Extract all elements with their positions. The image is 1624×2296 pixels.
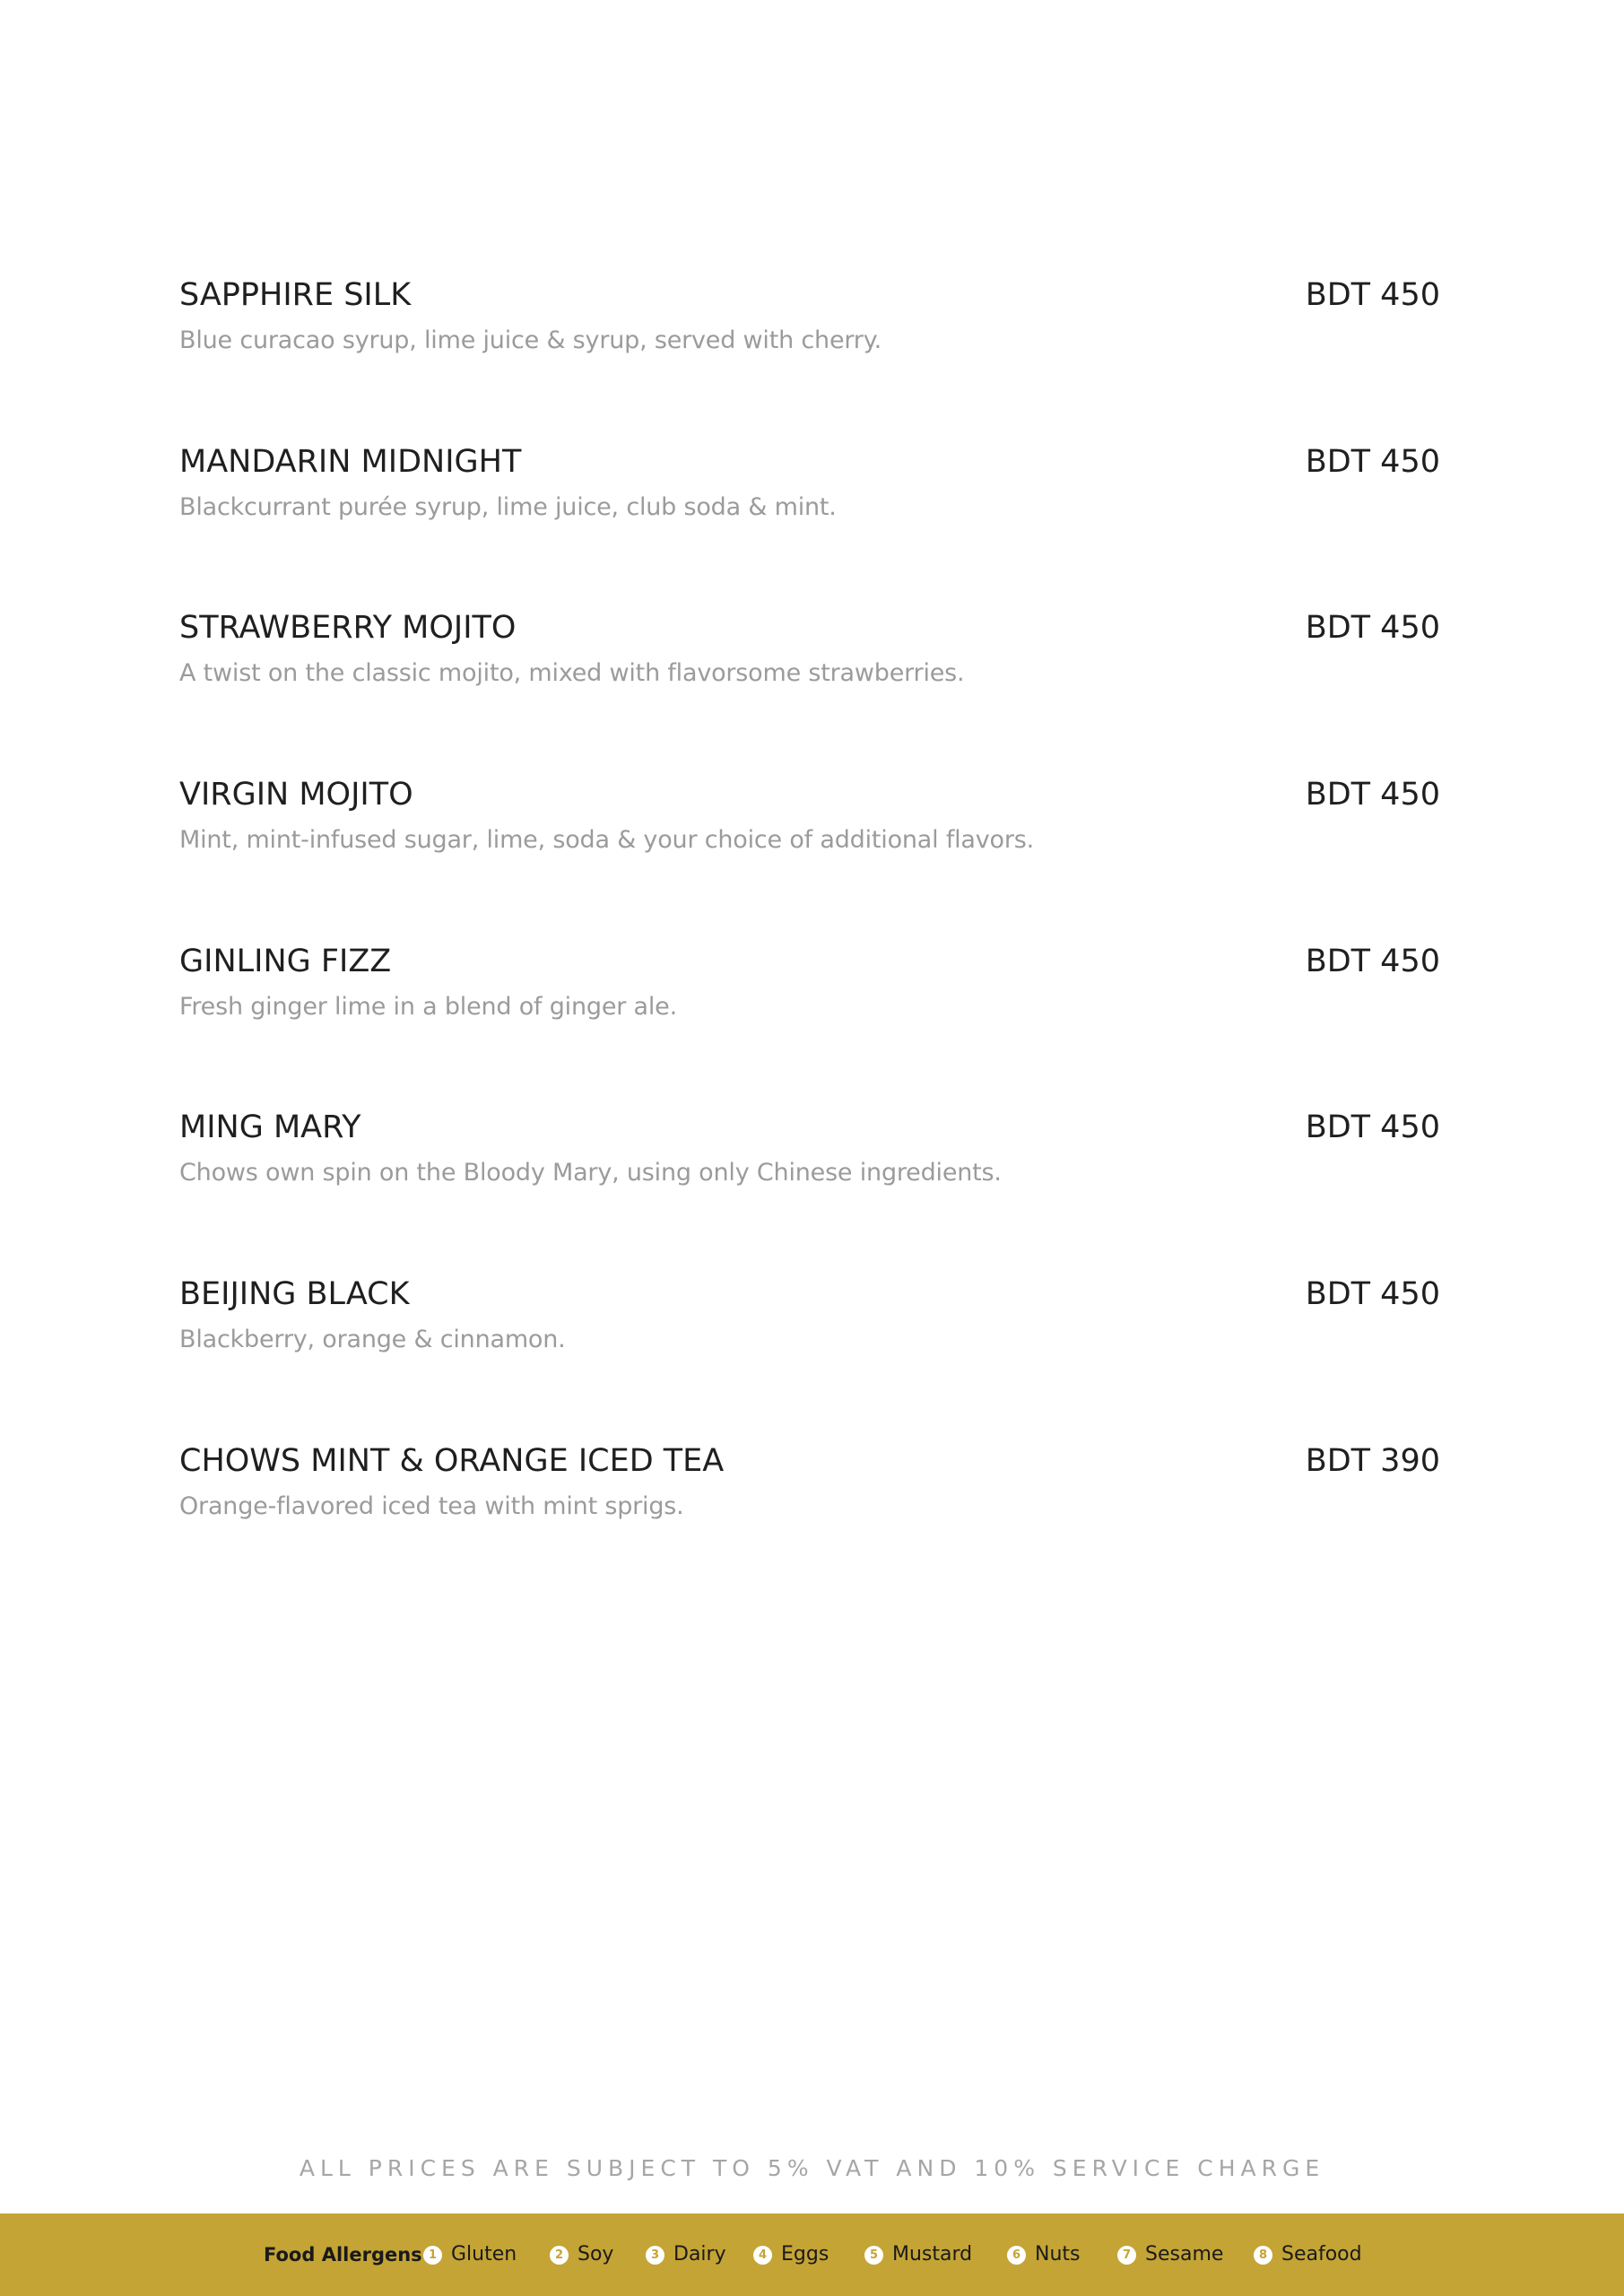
item-name: SAPPHIRE SILK <box>179 277 412 313</box>
item-price: BDT 450 <box>1305 1109 1440 1146</box>
item-price: BDT 450 <box>1305 1276 1440 1313</box>
item-description: Blackcurrant purée syrup, lime juice, club soda & mint. <box>179 492 837 521</box>
menu-item <box>179 274 1440 441</box>
item-description: Mint, mint-infused sugar, lime, soda & your choice of additional flavors. <box>179 826 1035 855</box>
allergen-label: Eggs <box>781 2243 829 2266</box>
menu-item <box>179 1440 1440 1607</box>
item-name: BEIJING BLACK <box>179 1276 410 1313</box>
allergen-sesame <box>1117 2240 1223 2269</box>
allergen-bar <box>0 2213 1624 2296</box>
item-price: BDT 450 <box>1305 777 1440 813</box>
allergen-dairy <box>646 2240 726 2269</box>
allergen-label: Gluten <box>451 2243 517 2266</box>
menu-item <box>179 1274 1440 1440</box>
item-description: Blue curacao syrup, lime juice & syrup, served with cherry. <box>179 326 881 354</box>
item-price: BDT 450 <box>1305 943 1440 979</box>
menu-item <box>179 774 1440 941</box>
allergen-number-badge: 5 <box>864 2246 883 2265</box>
allergen-number-badge: 4 <box>753 2246 772 2265</box>
menu-item <box>179 607 1440 774</box>
allergen-mustard <box>864 2240 972 2269</box>
item-name: MING MARY <box>179 1109 361 1146</box>
allergen-title: Food Allergens <box>264 2244 422 2266</box>
allergen-label: Dairy <box>673 2243 726 2266</box>
allergen-eggs <box>753 2240 829 2269</box>
allergen-number-badge: 7 <box>1117 2246 1136 2265</box>
item-description: Orange-flavored iced tea with mint sprigs. <box>179 1492 684 1520</box>
allergen-gluten <box>423 2240 517 2269</box>
allergen-nuts <box>1007 2240 1081 2269</box>
allergen-seafood <box>1254 2240 1362 2269</box>
allergen-label: Seafood <box>1281 2243 1362 2266</box>
allergen-soy <box>550 2240 613 2269</box>
item-description: Blackberry, orange & cinnamon. <box>179 1326 566 1354</box>
drinks-menu <box>179 274 1440 1607</box>
item-name: MANDARIN MIDNIGHT <box>179 443 522 480</box>
allergen-label: Nuts <box>1035 2243 1081 2266</box>
item-price: BDT 450 <box>1305 443 1440 480</box>
item-name: STRAWBERRY MOJITO <box>179 610 517 647</box>
menu-item <box>179 441 1440 608</box>
item-price: BDT 450 <box>1305 610 1440 647</box>
item-price: BDT 390 <box>1305 1442 1440 1479</box>
item-price: BDT 450 <box>1305 277 1440 313</box>
allergen-label: Mustard <box>892 2243 973 2266</box>
item-description: Chows own spin on the Bloody Mary, using only Chinese ingredients. <box>179 1159 1002 1187</box>
item-name: VIRGIN MOJITO <box>179 777 413 813</box>
allergen-number-badge: 2 <box>550 2246 569 2265</box>
menu-item <box>179 1107 1440 1274</box>
allergen-number-badge: 1 <box>423 2246 442 2265</box>
item-description: A twist on the classic mojito, mixed with flavorsome strawberries. <box>179 659 965 688</box>
allergen-number-badge: 3 <box>646 2246 664 2265</box>
allergen-number-badge: 8 <box>1254 2246 1272 2265</box>
allergen-number-badge: 6 <box>1007 2246 1026 2265</box>
vat-service-charge-note: ALL PRICES ARE SUBJECT TO 5% VAT AND 10% SERVICE CHARGE <box>299 2155 1325 2181</box>
allergen-label: Soy <box>578 2243 614 2266</box>
item-description: Fresh ginger lime in a blend of ginger ale. <box>179 992 677 1021</box>
item-name: CHOWS MINT & ORANGE ICED TEA <box>179 1442 725 1479</box>
allergen-label: Sesame <box>1145 2243 1224 2266</box>
menu-item <box>179 941 1440 1108</box>
item-name: GINLING FIZZ <box>179 943 392 979</box>
